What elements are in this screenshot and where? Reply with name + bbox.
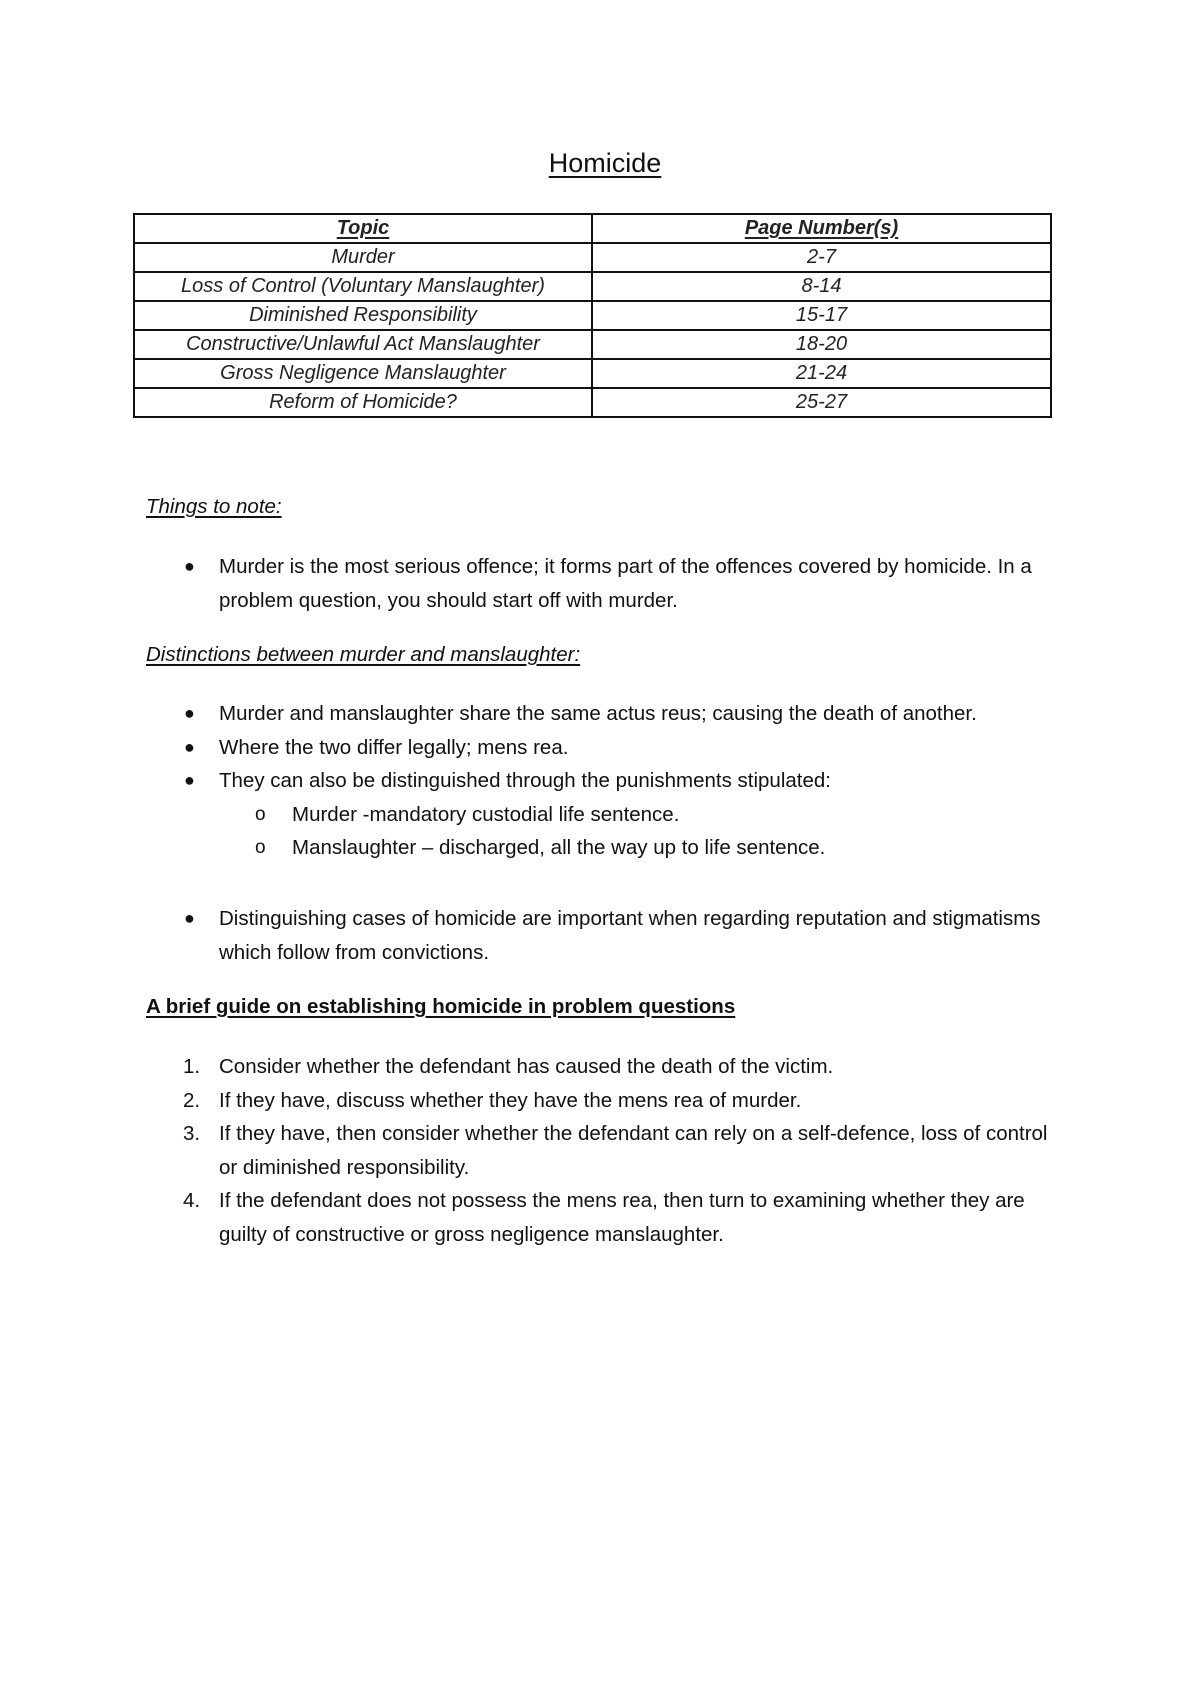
- step-number: 1.: [183, 1055, 201, 1078]
- list-item-text: Murder and manslaughter share the same actus reus; causing the death of another.: [219, 702, 977, 725]
- list-item-text: Where the two differ legally; mens rea.: [219, 735, 569, 759]
- page-title: Homicide: [548, 148, 662, 178]
- table-header-row: [134, 214, 1051, 243]
- list-item: [146, 1084, 1066, 1118]
- page-cell: 21-24: [592, 359, 1051, 388]
- list-item-text: If the defendant does not possess the mens rea, then turn to examining whether they are guilty of constructive or gross negligence manslaughter.: [219, 1189, 1025, 1246]
- bullet-icon: ●: [184, 908, 195, 928]
- distinctions-extra-list: [146, 902, 1066, 969]
- step-number: 2.: [183, 1088, 201, 1112]
- list-item: [146, 1117, 1066, 1184]
- list-item: [146, 697, 1066, 731]
- page-cell: 8-14: [592, 272, 1051, 301]
- distinctions-heading: Distinctions between murder and manslaughter:: [146, 643, 581, 666]
- list-item-text: They can also be distinguished through the punishments stipulated:: [219, 769, 831, 792]
- sub-bullet-icon: o: [255, 803, 266, 825]
- topic-cell: Reform of Homicide?: [134, 388, 592, 417]
- page-cell: 18-20: [592, 330, 1051, 359]
- list-item: [146, 1184, 1066, 1251]
- guide-steps-list: [146, 1050, 1066, 1251]
- table-row: [134, 359, 1051, 388]
- bullet-icon: ●: [184, 736, 195, 757]
- page-cell: 2-7: [592, 243, 1051, 272]
- column-header-topic: Topic: [134, 214, 592, 243]
- list-item-text: Murder is the most serious offence; it forms part of the offences covered by homicide. In a problem question, you should start off with murder.: [219, 555, 1032, 612]
- table-row: [134, 388, 1051, 417]
- sub-list-item-text: Manslaughter – discharged, all the way up to life sentence.: [292, 836, 826, 859]
- distinctions-list: [146, 697, 1066, 865]
- list-item-text: If they have, then consider whether the defendant can rely on a self-defence, loss of control or diminished responsibility.: [219, 1122, 1048, 1179]
- punishments-sublist: [219, 798, 1066, 865]
- sub-bullet-icon: o: [255, 837, 266, 858]
- table-row: [134, 330, 1051, 359]
- sub-list-item-text: Murder -mandatory custodial life sentence.: [292, 802, 680, 826]
- table-row: [134, 272, 1051, 301]
- bullet-icon: ●: [184, 703, 195, 723]
- page-cell: 15-17: [592, 301, 1051, 330]
- list-item: [146, 764, 1066, 865]
- contents-table: [133, 213, 1052, 418]
- list-item-text: Distinguishing cases of homicide are important when regarding reputation and stigmatisms which follow from convictions.: [219, 907, 1041, 964]
- notes-list: [146, 550, 1066, 617]
- list-item: [146, 902, 1066, 969]
- page-cell: 25-27: [592, 388, 1051, 417]
- list-item-text: Consider whether the defendant has caused the death of the victim.: [219, 1055, 834, 1078]
- sub-list-item: [219, 831, 1066, 865]
- step-number: 3.: [183, 1122, 201, 1145]
- topic-cell: Loss of Control (Voluntary Manslaughter): [134, 272, 592, 301]
- topic-cell: Murder: [134, 243, 592, 272]
- topic-cell: Diminished Responsibility: [134, 301, 592, 330]
- list-item: [146, 731, 1066, 765]
- table-row: [134, 243, 1051, 272]
- step-number: 4.: [183, 1189, 201, 1212]
- guide-heading: A brief guide on establishing homicide in problem questions: [146, 995, 736, 1018]
- bullet-icon: ●: [184, 556, 195, 576]
- topic-cell: Gross Negligence Manslaughter: [134, 359, 592, 388]
- bullet-icon: ●: [184, 770, 195, 790]
- list-item: [146, 550, 1066, 617]
- sub-list-item: [219, 798, 1066, 832]
- column-header-page-numbers: Page Number(s): [592, 214, 1051, 243]
- list-item-text: If they have, discuss whether they have the mens rea of murder.: [219, 1088, 802, 1112]
- table-row: [134, 301, 1051, 330]
- things-to-note-heading: Things to note:: [146, 495, 282, 518]
- topic-cell: Constructive/Unlawful Act Manslaughter: [134, 330, 592, 359]
- list-item: [146, 1050, 1066, 1084]
